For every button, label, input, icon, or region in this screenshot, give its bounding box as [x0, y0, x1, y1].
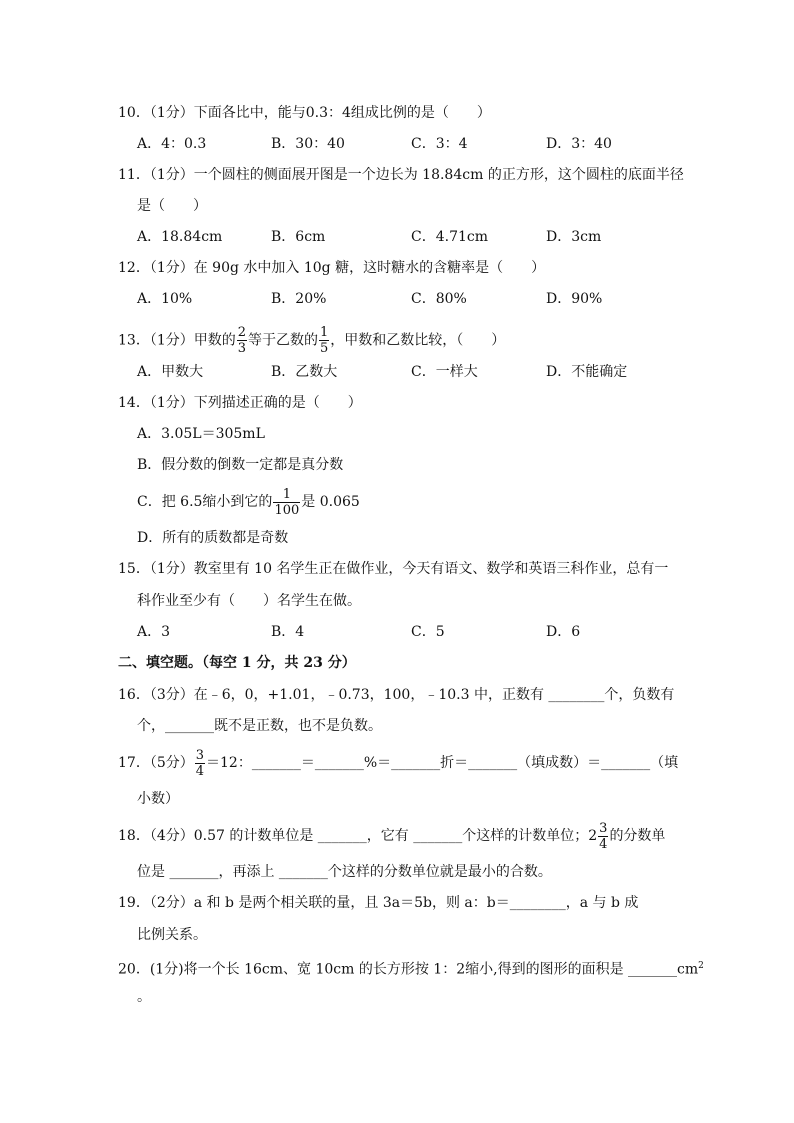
q13-fraction-2 — [319, 325, 329, 356]
q10-options — [137, 134, 697, 154]
q12-option-d: D．90% — [546, 291, 603, 307]
q12-option-a: A．10% — [137, 291, 193, 307]
q16-line2: 个，_______既不是正数，也不是负数。 — [137, 718, 382, 734]
q14-option-b: B．假分数的倒数一定都是真分数 — [137, 457, 344, 473]
q15-option-b: B．4 — [271, 624, 305, 640]
q18-fraction-numerator: 3 — [599, 820, 608, 836]
q13-fraction-1 — [237, 325, 247, 356]
q17-blanks: ＝12：_______＝_______%＝_______折＝_______（填成数）＝_______（填 — [206, 755, 679, 771]
q18-fraction-denominator: 4 — [599, 836, 608, 852]
q11-stem-line1: 11．（1分）一个圆柱的侧面展开图是一个边长为 18.84cm 的正方形，这个圆柱的底面半径 — [118, 167, 684, 183]
q19-line1: 19．（2分）a 和 b 是两个相关联的量，且 3a＝5b，则 a：b＝________，a 与 b 成 — [118, 895, 639, 911]
q11-stem-line2: 是（ ） — [137, 198, 207, 214]
q15-stem-line2: 科作业至少有（ ）名学生在做。 — [137, 593, 361, 609]
q13-stem — [118, 325, 505, 356]
q11-option-b: B．6cm — [271, 229, 326, 245]
q18-part2: 的分数单 — [609, 828, 666, 844]
q20-line2: 。 — [137, 989, 151, 1005]
q15-option-a: A．3 — [137, 624, 171, 640]
q13-fraction-2-denominator: 5 — [320, 341, 329, 356]
q11-option-a: A．18.84cm — [137, 229, 223, 245]
q10-option-a: A．4：0.3 — [137, 136, 207, 152]
q12-stem: 12．（1分）在 90g 水中加入 10g 糖，这时糖水的含糖率是（ ） — [118, 260, 546, 276]
q13-stem-part1: 13．（1分）甲数的 — [118, 332, 236, 349]
q10-option-b: B．30：40 — [271, 136, 345, 152]
q14-stem: 14．（1分）下列描述正确的是（ ） — [118, 395, 362, 411]
q12-options — [137, 289, 697, 309]
q18-line2: 位是 _______，再添上 _______个这样的分数单位就是最小的合数。 — [137, 864, 552, 880]
q16-line1: 16．（3分）在﹣6，0，+1.01，﹣0.73，100，﹣10.3 中，正数有 ________个，负数有 — [118, 687, 675, 703]
q10-stem: 10．（1分）下面各比中，能与0.3：4组成比例的是（ ） — [118, 105, 491, 121]
q17-fraction — [195, 748, 205, 779]
q13-stem-part3: ，甲数和乙数比较，（ ） — [330, 332, 506, 349]
q18-part1: 18．（4分）0.57 的计数单位是 _______，它有 _______个这样的计数单位；2 — [118, 828, 598, 844]
q17-prefix: 17．（5分） — [118, 755, 194, 771]
q17-line2: 小数） — [137, 791, 179, 807]
section-2-heading: 二、填空题。（每空 1 分，共 23 分） — [118, 655, 356, 671]
q14-option-c-fraction — [273, 487, 300, 518]
q15-option-d: D．6 — [546, 624, 581, 640]
q15-stem-line1: 15．（1分）教室里有 10 名学生正在做作业，今天有语文、数学和英语三科作业，总有一 — [118, 561, 669, 577]
q13-fraction-1-denominator: 3 — [237, 341, 247, 356]
q13-option-b: B．乙数大 — [271, 364, 338, 380]
q14-option-d: D．所有的质数都是奇数 — [137, 530, 289, 546]
q20-text: 20．(1分)将一个长 16cm、宽 10cm 的长方形按 1：2缩小,得到的图形的面积是 _______cm — [118, 961, 699, 978]
q13-option-a: A．甲数大 — [137, 364, 204, 380]
q13-options — [137, 362, 697, 382]
q14-option-c-denominator: 100 — [274, 502, 300, 518]
q13-stem-part2: 等于乙数的 — [248, 332, 319, 349]
q15-option-c: C．5 — [411, 624, 445, 640]
q20-superscript: 2 — [698, 961, 704, 971]
q17-line1 — [118, 747, 678, 779]
q13-fraction-2-numerator: 1 — [320, 325, 329, 340]
q11-option-c: C．4.71cm — [411, 229, 488, 245]
q14-option-c-numerator: 1 — [273, 487, 300, 503]
q17-fraction-numerator: 3 — [195, 747, 205, 763]
q14-option-c-part2: 是 0.065 — [301, 494, 360, 510]
q20-line1 — [118, 956, 704, 980]
q13-option-c: C．一样大 — [411, 364, 478, 380]
q18-line1 — [118, 820, 665, 852]
q14-option-a: A．3.05L＝305mL — [137, 426, 265, 442]
q13-option-d: D．不能确定 — [546, 364, 628, 380]
q14-option-c — [137, 486, 360, 518]
q11-option-d: D．3cm — [546, 229, 602, 245]
q17-fraction-denominator: 4 — [195, 763, 205, 779]
q18-fraction — [598, 821, 608, 852]
q14-option-c-part1: C．把 6.5缩小到它的 — [137, 494, 273, 510]
q13-fraction-1-numerator: 2 — [237, 325, 247, 340]
q10-option-d: D．3：40 — [546, 136, 612, 152]
q12-option-b: B．20% — [271, 291, 327, 307]
q11-options — [137, 227, 697, 247]
q10-option-c: C．3：4 — [411, 136, 468, 152]
q12-option-c: C．80% — [411, 291, 467, 307]
q15-options — [137, 622, 697, 642]
q19-line2: 比例关系。 — [137, 927, 207, 943]
